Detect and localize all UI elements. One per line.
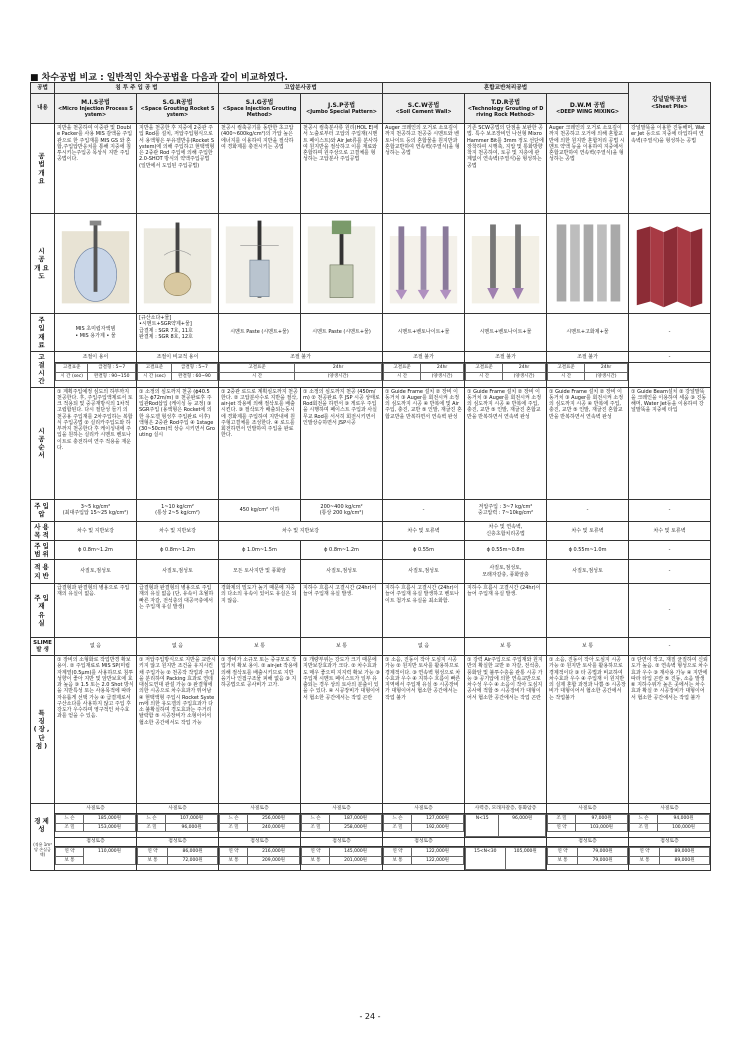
materials-cell: 시멘트+고화제+물 [547,314,629,352]
soil-cell: 사질토,점성토, 모래자갈층, 풍화암층 [465,560,547,584]
soil-cell: - [629,560,711,584]
curing-cell: 조절이 용이 [55,352,137,363]
cost-upper: 느 슨 107,000원 조 밀 96,000원 [137,814,219,838]
features-cell: ① 강력 Air주입으로 주입재와 원지반의 확실한 교반 ② 자갈, 전석층, 풍화암 및 불투수층을 관통 시공 가능 ③ 공기압에 의한 연속교반으로 차수성 우수 ④ 소음이 작아 도심지 공사에 적합 ⑤ 시공장비가 대형이어서 협소한 공간에서는 작업 곤란 [465,656,547,804]
features-cell: ① 개량부위는 강도가 크기 때문에 지반보강효과가 크다. ② 차수효과도 매우 좋으며 지지력 확보 가능 ③ 주입재 시멘트 페이스트가 일부 유출되는 경우 상의 토사의 분출이 있을 수 있다. ④ 시공장비가 대형이어서 협소한 공간에서는 작업 곤란 [301,656,383,804]
curing-subtable: 고결표준 24hr 시 간 (양생시간) [383,363,465,387]
method-header: S.G.R공법 <Space Grouting Rocket System> [137,94,219,124]
procedure-cell: ① Guide Frame 설치 ② 장비 이동거치 ③ Auger를 회전시켜 소정의 심도까지 시공 ④ 반복에 주입, 충진, 교반 ⑤ 인발, 재굴진 혼합교반을 반복하면서 연속벽 완성 [547,387,629,499]
procedure-cell: ① 소정의 심도까지 천공 (ϕ40.5 또는 ϕ72m/m) ② 천공완료후 주입관Rod삽입 (케이싱 등 교정) ③ SGR주입 (용액형은 Rocket에 의한 유도겔 형성후 주입완료 이후) 액형은 2중관 Rod주입 ④ 1stage(30~50cm)씩 상승 시키면서 Grouting 실시 [137,387,219,499]
overview-cell: 지반을 천공한 후 지중에 2중관 주입 Rod를 설치, 저압주입형식으로서 용액형은 두유겔반응(Rocket System)에 의해 주입하고 현택액형은 2중관 Rod 주입에 의해 주입한 2.0-SHOT 방식의 약액주입공법 (일반에서 도입된 주입공법) [137,124,219,214]
curing-subtable: 고결표준 급결형 : 5~7 시 간 (sec) 완결형 : 90~150 [55,363,137,387]
soil-cell: 사질토,점성토 [301,560,383,584]
diameter-cell: ϕ 0.55m [383,540,465,559]
procedure-cell: ① Guide Frame 설치 ② 장비 이동거치 ③ Auger를 회전시켜 소정의 심도까지 시공 ④ 반복에 주입, 충진, 교반 ⑤ 인발, 재굴진 혼합교반을 반복하면서 연속벽 완성 [465,387,547,499]
overview-cell: Auger 크레인의 오거로 소요깊이까지 천공하고 오거에 의해 혼합교반에 의한 원지반 혼합처리 공법 시멘트 약액 등을 이용하여 지중에서 혼합교반하여 연속벽(주열식)을 형성하는 공법 [547,124,629,214]
overview-cell: 천공시 컴축공기를 동반한 초고압(400~600kg/cm²)의 가압 높은 에너지를 이용하여 지반을 절삭하여 경화제를 충전시키는 공법 [219,124,301,214]
row-label-overview: 공 법 개 요 [31,124,55,214]
row-label-soil: 적용지반 [31,560,55,584]
materials-cell: 시멘트 Paste (시멘트+물) [219,314,301,352]
cost-lower: 연 약 89,000원 보 통 89,000원 [629,847,711,871]
materials-cell: - [629,314,711,352]
diagram-tdr [465,214,547,314]
cost-lower: 연 약 110,000원 보 통 [55,847,137,871]
slime-cell: 보 통 [547,638,629,656]
method-header: J.S.P공법 <Jumbo Special Pattern> [301,94,383,124]
cost-mid-label: 점성토층 [219,838,301,847]
spill-cell: 지하수 흐름시 고결시간 (24hr)이 늘어 주입재 유실 발생하고 벤토나이트 첨가로 유실을 최소화함. [383,584,465,638]
purpose-cell: 차수 및 지반보강 [219,521,383,540]
purpose-cell: 차수 및 연속벽, 신층초합치리공법 [465,521,547,540]
overview-cell: 강널말뚝을 이용한 진동해머, Water Jet 등으로 지중에 타입하여 연속벽(주열식)을 형성하는 공법 [629,124,711,214]
diagram-mis [55,214,137,314]
diagram-scw [383,214,465,314]
slime-cell: 없 음 [137,638,219,656]
materials-cell: 시멘트+벤토나이트+물 [465,314,547,352]
row-label-diameter: 주입범위 [31,540,55,559]
group-injection: 침 투 주 입 공 법 [55,83,219,94]
diagram-sig [219,214,301,314]
curing-subtable: 고결표준 24hr 시 간 (양생시간) [547,363,629,387]
row-label-curing: 고 결 시 간 [31,352,55,388]
row-label-cost: 경제성 (적용 1m³당 손실금액) [31,804,55,871]
diagram-sgr [137,214,219,314]
cost-upper: 느 슨 127,000원 조 밀 192,000원 [383,814,465,838]
comparison-table [30,82,711,871]
soil-cell: 사질토,점성토 [547,560,629,584]
pressure-cell: 200~400 kg/cm² (통상 200 kg/cm²) [301,499,383,521]
purpose-cell: 차수 및 지반보강 [137,521,219,540]
procedure-cell: ① Guide Beam설치 ② 강널말뚝을 크레인을 이용하여 세움 ③ 진동해머, Water Jet등을 이용하여 강널말뚝을 지중에 타입 [629,387,711,499]
cost-lower: 연 약 145,000원 보 통 201,000원 [301,847,383,871]
slime-cell: 보 통 [465,638,547,656]
pressure-cell: 1~10 kg/cm² (통상 2~5 kg/cm²) [137,499,219,521]
row-label-materials: 주 입 재 료 [31,314,55,352]
pressure-cell: - [547,499,629,521]
page-number: - 24 - [359,1012,381,1021]
cost-mid-label: 점성토층 [301,838,383,847]
cost-basis: 사질토층 [55,804,137,814]
cost-mid-label: 점성토층 [137,838,219,847]
slime-cell: 없 음 [55,638,137,656]
soil-cell: 사질토,점성토 [55,560,137,584]
purpose-cell: 차수 및 토류벽 [383,521,465,540]
spill-cell: - [629,584,711,638]
corner-top: 공법 [31,83,55,94]
cost-basis: 사질토층 [383,804,465,814]
cost-basis: 사질토층 [219,804,301,814]
cost-lower: 연 약 86,000원 보 통 72,000원 [137,847,219,871]
soil-cell: 사질토,점성토 [137,560,219,584]
purpose-cell: 차수 및 토류벽 [629,521,711,540]
cost-mid-label: 점성토층 [55,838,137,847]
cost-lower: 연 약 79,000원 보 통 79,000원 [547,847,629,871]
spill-cell: 급결형과 완결형의 병용으로 주입재의 유실 없음 (단, 유속이 초월하 빠른 자갈, 전석층의 대공극층에서는 주입재 유실 발생) [137,584,219,638]
cost-lower: 15<N<30 105,000원 [465,847,547,871]
features-cell: ① 저압주입방식으로 지반을 교란시키지 않고 원지반 조건을 유지시킨채 주입가능 ② 천공작 작업과 주입을 분리하여 Packing 효과로 연데 대심도연대 관설 가능 ③ 완결형에 의한 시공으로 차수효과가 뛰어남 ④ 현택액형 주입시 Rocket System에 의한 유도겔의 주입효과가 다소 불확실하며 경도효과는 주거리 탈락함 ⑤ 시공장비가 소형이어서 협소한 공간에서도 작업 가능 [137,656,219,804]
curing-cell: - [629,352,711,363]
row-label-spill: 주입재 유 실 [31,584,55,638]
cost-upper: 느 슨 185,000원 조 밀 153,000원 [55,814,137,838]
procedure-cell: ① 계획주입예정 심도의 하부까지 천공한다. 후, 주입주입액제로서 토크 적용되 및 중공재방식의 1차적고립합된다. 다시 절단성 들기 의 천공용 주입재를 2차주입하는 복합식 주입공법 ② 실리카주입도와 하부까지 천공한다 후 케이싱내에 주입을 원하는 실리카 시멘트 벤토나이트로 충전하여 연주 적용을 재운다. [55,387,137,499]
cost-basis: 사질토층 [629,804,711,814]
slime-cell: 보 통 [301,638,383,656]
materials-cell: [규산소다+물] •시멘트+SGR약제+물] 급결제 : SGR 7호, 11호 완결제 : SGR 8호, 12호 [137,314,219,352]
pressure-cell: - [629,499,711,521]
cost-basis: 사질토층 [137,804,219,814]
spill-cell: 지하수 흐름시 고결시간 (24hr)이 늘어 주입재 유실 발생. [465,584,547,638]
features-cell: ① 단면이 작고, 재질 균질하여 신뢰도가 높음. ② 연속벽 형성으로 차수효과 우수 ③ 재사용 가능 ④ 지반에 따라 타입 곤란 ⑤ 진동, 소음 발생 ⑥ 지하수위가 높은 곳에서는 차수효과 확실 ⑦ 시공장비가 대형이어서 협소한 공간에서는 작업 불가 [629,656,711,804]
row-label-purpose: 사용목적 [31,521,55,540]
features-cell: ① 장비의 소형화로 작업반경 확보 용이. ② 주입재료로 MIS SP(미립자계열(0.5μm)를 사용하므로 침투성향이 좋아 지반 및 암반보호에 효과 높음 ③ 1.5 또는 2.0 Shot 방식을 지반특성 또는 사용목적에 따라 자유롭게 선택 가능 ④ 급결제로서 구산소다를 사용하지 않고 주입 후 강도가 우수하며 영구적인 차수효과를 얻을 수 있음. [55,656,137,804]
row-label-features: 특 징 (장,단점) [31,656,55,804]
materials-cell: 시멘트 Paste (시멘트+물) [301,314,383,352]
diagram-jsp [301,214,383,314]
cost-upper: N<15 96,000원 [465,814,547,838]
cost-upper: 느 슨 94,000원 조 밀 100,000원 [629,814,711,838]
diameter-cell: ϕ 0.8m~1.2m [55,540,137,559]
method-header: S.C.W공법 <Soil Cement Wall> [383,94,465,124]
diameter-cell: ϕ 0.55m~1.0m [547,540,629,559]
spill-cell: 지하수 흐름시 고결시간 (24hr)이 늘어 주입재 유실 발생. [301,584,383,638]
slime-cell: 없 음 [383,638,465,656]
cost-lower: 연 약 122,000원 보 통 122,000원 [383,847,465,871]
soil-cell: 사질토,점성토 [383,560,465,584]
curing-cell: 조절 불가 [383,352,465,363]
cost-upper: 조 밀 97,000원 연 약 103,000원 [547,814,629,838]
pressure-cell: 3~5 kg/cm² (최대주입압 15~25 kg/cm²) [55,499,137,521]
pressure-cell: 450 kg/cm² 이하 [219,499,301,521]
corner-bottom: 내용 [31,94,55,124]
method-header: 강널말뚝공법 <Sheet Pile> [629,83,711,124]
overview-cell: Auger 크레인의 오거로 소요깊이까지 천공하고 천공중 시멘트와 벤토나이트 등의 혼합물을 원지반과 혼합교반하여 연속벽(주열식)을 형성하는 공법 [383,124,465,214]
diameter-cell: - [629,540,711,559]
row-label-procedure: 시 공 순 서 [31,387,55,499]
curing-cell: 조절이 비교적 용이 [137,352,219,363]
materials-cell: MIS 초미립자액뎀 • MIS 용가제 • 물 [55,314,137,352]
cost-mid-label: 점성토층 [383,838,465,847]
diameter-cell: ϕ 0.8m~1.2m [137,540,219,559]
curing-cell: 조절 불가 [219,352,383,363]
overview-cell: 지반을 천공하여 이중관 및 Double Packer를 사용 MIS 감액을 주입관으로 한 주입재를 MIS GS 와 혼합,주입압반응치를 통해 지중에 침투시키는주입공 목상식 지반 주입공법이다. [55,124,137,214]
curing-subtable: 고결표준 급결형 : 5~7 시 간 (sec) 완결형 : 60~90 [137,363,219,387]
row-label-construction: 시 공 개요도 [31,214,55,314]
spill-cell [547,584,629,638]
diameter-cell: ϕ 0.8m~1.2m [301,540,383,559]
diameter-cell: ϕ 1.0m~1.5m [219,540,301,559]
cost-basis: 사질토층 [301,804,383,814]
features-cell: ① 소음, 진동이 작아 도심지 시공 가능 ② 원지반 토사를 활용하므로 경제적이다. ③ 연속벽 형성으로 차수효과 우수 ④ 지하수 흐름이 빠른 지역에서 주입재 유실 ⑤ 시공장비가 대형이어서 협소한 공간에서는 작업 불가 [383,656,465,804]
group-mixing: 혼합교반처리공법 [383,83,629,94]
row-label-slime: SLIME 발 생 [31,638,55,656]
procedure-cell: ① 2중관 로드로 계획심도까지 천공한다. ② 고압분사수로 지반을 절삭, air-jet 작용에 의해 절삭토를 배출시킨다. ③ 절삭토가 배출되는동시에 경화제를 주입하여 지반내에 원주형고결체를 조성한다. ④ 로드를 회전하면서 인발하여 주입을 완료한다. [219,387,301,499]
method-header: T.D.R공법 <Technology Grouting of Driving Rock Method> [465,94,547,124]
cost-basis: 사질토층 [547,804,629,814]
method-header: D.W.M 공법 <DEEP WING MIXING> [547,94,629,124]
row-label-pressure: 주입압 [31,499,55,521]
diagram-dwm [547,214,629,314]
cost-upper: 느 슨 187,000원 조 밀 258,000원 [301,814,383,838]
purpose-cell: 차수 및 토류벽 [547,521,629,540]
diagram-sheetpile [629,214,711,314]
overview-cell: 기존 SCW공법의 단점을 보완한 공법. 특수 보조장비인 나선형 Mixro Hammer Bit를 3mm 정도 선단에 장착하여 시행축, 지압 및 통화방향 착지 천공하여, 토공 및 지층에 관계없이 연속벽(주열식)을 형성하는 공법 [465,124,547,214]
curing-cell: 조절 불가 [547,352,629,363]
method-header: S.I.G공법 <Space Injection Grouting Method> [219,94,301,124]
cost-upper: 느 슨 256,000원 조 밀 240,000원 [219,814,301,838]
section-heading: ■ 차수공법 비교 : 일반적인 차수공법을 다음과 같이 비교하였다. [30,73,288,83]
purpose-cell: 차수 및 지반보강 [55,521,137,540]
curing-subtable: 고결표준 24hr 시 간 (양생시간) [465,363,547,387]
materials-cell: 시멘트+벤토나이트+물 [383,314,465,352]
soil-cell: 모든 토사지반 및 풍화암 [219,560,301,584]
pressure-cell: - [383,499,465,521]
cost-mid-label: 점성토층 [547,838,629,847]
cost-mid-label: 점성토층 [629,838,711,847]
cost-lower: 연 약 216,000원 보 통 209,000원 [219,847,301,871]
method-header: M.I.S공법 <Micro Injection Process System> [55,94,137,124]
pressure-cell: 저압주입 : 3~7 kg/cm² 중고압력 : 7~10kg/cm² [465,499,547,521]
curing-cell: 조절 불가 [465,352,547,363]
curing-subtable: 고결표준 24hr 시 간 (양생시간) [219,363,383,387]
cost-basis: 사력층, 모래자갈층, 풍화암층 [465,804,547,814]
group-highpressure: 고압분사공법 [219,83,383,94]
diameter-cell: ϕ 0.55m~0.8m [465,540,547,559]
spill-cell: 급결형과 완결형의 병용으로 주입재의 유실이 없음. [55,584,137,638]
slime-cell: - [629,638,711,656]
spill-cell: 경화제의 밀도가 높기 때문에 지중의 다소의 유속이 있어도 유실은 되지 않음. [219,584,301,638]
features-cell: ① 소음, 진동이 작아 도심지 시공 가능 ② 원지반 토사를 활용하므로 경제적이다 ③ 타 공법과 비교하여 차수효과 우수 ④ 주입재 이 원지반의 실제 혼합 과정과 나쁨 ⑤ 시공장비가 대형이어서 협소한 공간에서는 작업불가 [547,656,629,804]
procedure-cell: ① 소정의 심도까지 천공 (450m/m) ② 천공완료 후 JSP 시공 상태로 Rod회전을 하면서 ③ 게로우 주입을 시행하며 페이스트 주입과 사실 무교 Rod를 서서히 회전시키면서 인발상승하면서 JSP시공 [301,387,383,499]
procedure-cell: ① Guide Frame 설치 ② 장비 이동거치 ③ Auger를 회전시켜 소정의 심도까지 시공 ④ 반복에 및 Air주입, 충진, 교반 ⑤ 인발, 재굴진 혼합교반을 반복하면서 연속벽 완성 [383,387,465,499]
features-cell: ① 장비가 소규모 또는 중규모로 작업거치 확보 용이. ② air-jet 작용에 의해 절삭토를 배출시키므로 지반융기나 인접구조물 피해 없음 ③ 지하공법으로 공사비가 고가. [219,656,301,804]
overview-cell: 천공시 컴축분사류 원리(HOL E)에서 노출로부터 고압의 주입재(시멘트 페이스트)와 Air Jet류를 분사하여 원지반을 절삭하고 이를 재료와 혼합하며 원주상으로 고결체를 형성하는 고압분사 주입공법 [301,124,383,214]
slime-cell: 보 통 [219,638,301,656]
